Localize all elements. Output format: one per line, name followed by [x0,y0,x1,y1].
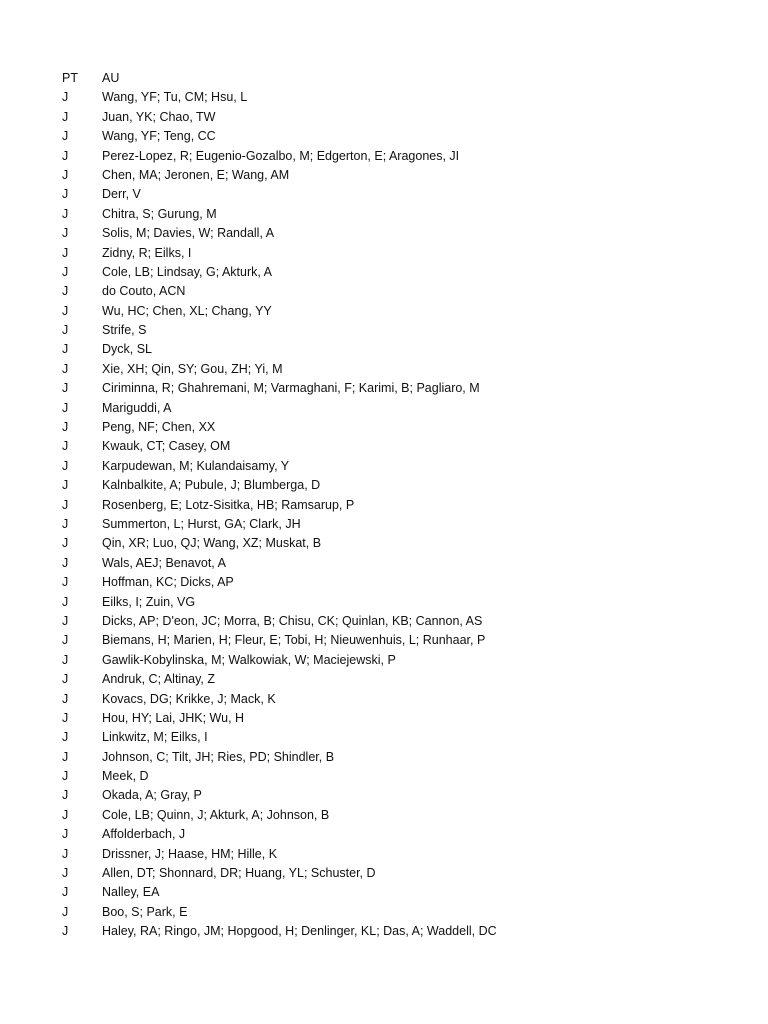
authors-cell: Hou, HY; Lai, JHK; Wu, H [102,710,245,725]
authors-cell: Mariguddi, A [102,400,172,415]
authors-cell: Eilks, I; Zuin, VG [102,594,196,609]
authors-cell: Linkwitz, M; Eilks, I [102,730,208,745]
table-row [62,244,742,263]
table-row [62,205,742,224]
authors-cell: Solis, M; Davies, W; Randall, A [102,226,275,241]
table-row [62,651,742,670]
table-row [62,883,742,902]
table-row [62,88,742,107]
authors-cell: do Couto, ACN [102,284,186,299]
table-row [62,825,742,844]
authors-cell: Biemans, H; Marien, H; Fleur, E; Tobi, H; Nieuwenhuis, L; Runhaar, P [102,633,486,648]
publication-type-cell: J [62,381,69,396]
table-row [62,845,742,864]
table-header [62,69,742,88]
table-row [62,534,742,553]
table-row [62,263,742,282]
table-row [62,515,742,534]
table-row [62,554,742,573]
authors-cell: Okada, A; Gray, P [102,788,202,803]
authors-cell: Dicks, AP; D'eon, JC; Morra, B; Chisu, CK; Quinlan, KB; Cannon, AS [102,613,483,628]
table-row [62,612,742,631]
publication-type-cell: J [62,652,69,667]
table-row [62,864,742,883]
publication-type-cell: J [62,497,69,512]
publication-type-cell: J [62,439,69,454]
publication-type-cell: J [62,691,69,706]
publication-type-cell: J [62,206,69,221]
table-row [62,728,742,747]
table-row [62,690,742,709]
authors-cell: Cole, LB; Quinn, J; Akturk, A; Johnson, B [102,807,330,822]
table-row [62,573,742,592]
authors-cell: Dyck, SL [102,342,153,357]
header-au: AU [102,71,120,85]
table-row [62,418,742,437]
table-row [62,340,742,359]
publication-type-cell: J [62,807,69,822]
publication-type-cell: J [62,109,69,124]
authors-cell: Rosenberg, E; Lotz-Sisitka, HB; Ramsarup, P [102,497,355,512]
table-row [62,360,742,379]
table-row [62,496,742,515]
authors-cell: Chitra, S; Gurung, M [102,206,217,221]
publication-type-cell: J [62,361,69,376]
publication-type-cell: J [62,187,69,202]
header-pt: PT [62,71,78,85]
publication-type-cell: J [62,458,69,473]
authors-cell: Gawlik-Kobylinska, M; Walkowiak, W; Maciejewski, P [102,652,396,667]
publication-type-cell: J [62,342,69,357]
publication-type-cell: J [62,303,69,318]
publication-type-cell: J [62,788,69,803]
authors-cell: Allen, DT; Shonnard, DR; Huang, YL; Schuster, D [102,866,376,881]
table-row [62,786,742,805]
authors-cell: Peng, NF; Chen, XX [102,420,216,435]
authors-cell: Wang, YF; Tu, CM; Hsu, L [102,90,248,105]
table-row [62,709,742,728]
publication-type-cell: J [62,167,69,182]
authors-cell: Chen, MA; Jeronen, E; Wang, AM [102,167,290,182]
authors-cell: Nalley, EA [102,885,160,900]
authors-cell: Drissner, J; Haase, HM; Hille, K [102,846,278,861]
authors-cell: Meek, D [102,769,149,784]
table-row [62,147,742,166]
table-row [62,321,742,340]
publication-type-cell: J [62,749,69,764]
publication-type-cell: J [62,924,69,939]
table-row [62,593,742,612]
publication-type-cell: J [62,594,69,609]
authors-cell: Johnson, C; Tilt, JH; Ries, PD; Shindler, B [102,749,335,764]
publication-type-cell: J [62,323,69,338]
authors-cell: Andruk, C; Altinay, Z [102,672,216,687]
table-row [62,437,742,456]
table-row [62,748,742,767]
table-row [62,166,742,185]
authors-cell: Zidny, R; Eilks, I [102,245,192,260]
authors-cell: Karpudewan, M; Kulandaisamy, Y [102,458,290,473]
table-row [62,127,742,146]
authors-cell: Wang, YF; Teng, CC [102,129,216,144]
table-row [62,903,742,922]
authors-cell: Kwauk, CT; Casey, OM [102,439,231,454]
table-row [62,399,742,418]
publication-type-cell: J [62,866,69,881]
table-row [62,282,742,301]
publication-type-cell: J [62,827,69,842]
authors-cell: Ciriminna, R; Ghahremani, M; Varmaghani, F; Karimi, B; Pagliaro, M [102,381,480,396]
authors-cell: Kalnbalkite, A; Pubule, J; Blumberga, D [102,478,321,493]
table-row [62,476,742,495]
publication-type-cell: J [62,536,69,551]
publication-type-cell: J [62,575,69,590]
publication-type-cell: J [62,885,69,900]
authors-cell: Affolderbach, J [102,827,186,842]
table-row [62,224,742,243]
publication-type-cell: J [62,226,69,241]
publication-type-cell: J [62,633,69,648]
records-table [62,69,742,942]
authors-cell: Perez-Lopez, R; Eugenio-Gozalbo, M; Edgerton, E; Aragones, JI [102,148,460,163]
authors-cell: Wals, AEJ; Benavot, A [102,555,226,570]
authors-cell: Juan, YK; Chao, TW [102,109,216,124]
authors-cell: Xie, XH; Qin, SY; Gou, ZH; Yi, M [102,361,283,376]
table-row [62,108,742,127]
authors-cell: Strife, S [102,323,147,338]
table-row [62,670,742,689]
publication-type-cell: J [62,90,69,105]
authors-cell: Cole, LB; Lindsay, G; Akturk, A [102,264,272,279]
authors-cell: Wu, HC; Chen, XL; Chang, YY [102,303,272,318]
authors-cell: Summerton, L; Hurst, GA; Clark, JH [102,516,301,531]
publication-type-cell: J [62,516,69,531]
authors-cell: Boo, S; Park, E [102,904,188,919]
publication-type-cell: J [62,420,69,435]
table-row [62,806,742,825]
publication-type-cell: J [62,555,69,570]
publication-type-cell: J [62,245,69,260]
publication-type-cell: J [62,730,69,745]
publication-type-cell: J [62,129,69,144]
publication-type-cell: J [62,904,69,919]
publication-type-cell: J [62,478,69,493]
table-row [62,457,742,476]
publication-type-cell: J [62,710,69,725]
publication-type-cell: J [62,613,69,628]
table-row [62,185,742,204]
authors-cell: Haley, RA; Ringo, JM; Hopgood, H; Denlinger, KL; Das, A; Waddell, DC [102,924,497,939]
publication-type-cell: J [62,284,69,299]
authors-cell: Derr, V [102,187,141,202]
table-row [62,379,742,398]
table-row [62,631,742,650]
authors-cell: Qin, XR; Luo, QJ; Wang, XZ; Muskat, B [102,536,322,551]
authors-cell: Kovacs, DG; Krikke, J; Mack, K [102,691,276,706]
table-body [62,88,742,941]
table-row [62,767,742,786]
table-row [62,302,742,321]
table-row [62,922,742,941]
publication-type-cell: J [62,148,69,163]
publication-type-cell: J [62,769,69,784]
publication-type-cell: J [62,846,69,861]
publication-type-cell: J [62,400,69,415]
authors-cell: Hoffman, KC; Dicks, AP [102,575,234,590]
publication-type-cell: J [62,264,69,279]
publication-type-cell: J [62,672,69,687]
